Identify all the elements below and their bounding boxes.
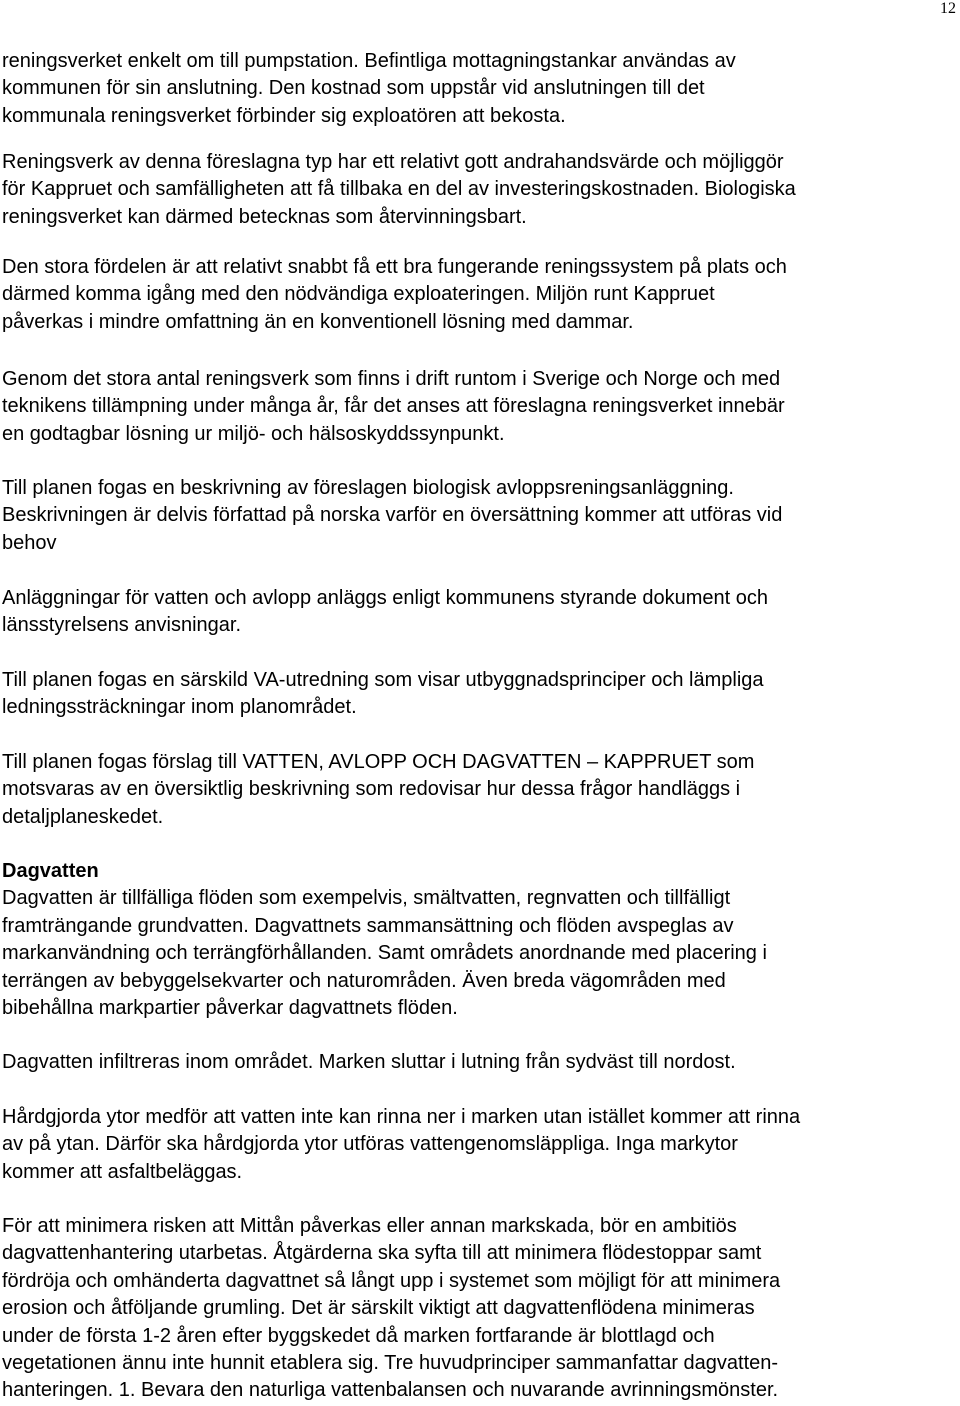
text-line: Till planen fogas en beskrivning av föreslagen biologisk avloppsreningsanläggning. <box>2 477 734 499</box>
text-line: reningsverket enkelt om till pumpstation. Befintliga mottagningstankar användas av <box>2 50 736 72</box>
text-line: kommer att asfaltbeläggas. <box>2 1160 243 1183</box>
section-dagvatten <box>2 858 767 1022</box>
paragraph-andrahandsvarde <box>2 149 796 231</box>
text-line: kommunen för sin anslutning. Den kostnad som uppstår vid anslutningen till det <box>2 77 705 100</box>
text-line: vegetationen ännu inte hunnit etablera sig. Tre huvudprinciper sammanfattar dagvatten- <box>2 1352 779 1375</box>
text-line: kommunala reningsverket förbinder sig exploatören att bekosta. <box>2 104 566 127</box>
page-number: 12 <box>940 0 956 17</box>
text-line: framträngande grundvatten. Dagvattnets sammansättning och flöden avspeglas av <box>2 914 734 937</box>
paragraph-reningsverk-pumpstation <box>2 48 736 130</box>
text-line: reningsverket kan därmed betecknas som återvinningsbart. <box>2 205 527 228</box>
paragraph-sverige-norge <box>2 366 785 448</box>
text-line: Beskrivningen är delvis författad på norska varför en översättning kommer att utföras vid <box>2 504 783 527</box>
text-line: Dagvatten är tillfälliga flöden som exempelvis, smältvatten, regnvatten och tillfälligt <box>2 887 731 910</box>
text-line: teknikens tillämpning under många år, får det anses att föreslagna reningsverket innebär <box>2 395 785 418</box>
text-line: dagvattenhantering utarbetas. Åtgärderna ska syfta till att minimera flödestoppar samt <box>2 1242 762 1265</box>
text-line: en godtagbar lösning ur miljö- och hälsoskyddssynpunkt. <box>2 422 505 445</box>
text-line: markanvändning och terrängförhållanden. Samt områdets anordnande med placering i <box>2 942 767 965</box>
text-line: erosion och åtföljande grumling. Det är särskilt viktigt att dagvattenflödena minimeras <box>2 1297 755 1320</box>
text-line: Hårdgjorda ytor medför att vatten inte kan rinna ner i marken utan istället kommer att rinna <box>2 1106 801 1128</box>
text-line: Till planen fogas förslag till VATTEN, AVLOPP OCH DAGVATTEN – KAPPRUET som <box>2 751 755 773</box>
text-line: påverkas i mindre omfattning än en konventionell lösning med dammar. <box>2 310 634 333</box>
text-line: ledningssträckningar inom planområdet. <box>2 696 357 719</box>
paragraph-fordelen <box>2 254 787 336</box>
text-line: därmed komma igång med den nödvändiga exploateringen. Miljön runt Kappruet <box>2 283 715 306</box>
text-line: Till planen fogas en särskild VA-utredning som visar utbyggnadsprinciper och lämpliga <box>2 669 764 691</box>
text-line: för Kappruet och samfälligheten att få tillbaka en del av investeringskostnaden. Biologiska <box>2 178 796 201</box>
paragraph-vatten-avlopp-dagvatten <box>2 749 754 831</box>
paragraph-infiltreras <box>2 1049 736 1076</box>
text-line: under de första 1-2 åren efter byggskedet då marken fortfarande är blottlagd och <box>2 1324 715 1347</box>
text-line: Dagvatten infiltreras inom området. Marken sluttar i lutning från sydväst till nordost. <box>2 1051 736 1073</box>
text-line: bibehållna markpartier påverkar dagvattnets flöden. <box>2 997 458 1020</box>
paragraph-va-utredning <box>2 667 764 722</box>
text-line: Genom det stora antal reningsverk som finns i drift runtom i Sverige och Norge och med <box>2 368 781 390</box>
text-line: motsvaras av en översiktlig beskrivning som redovisar hur dessa frågor handläggs i <box>2 778 741 801</box>
text-line: detaljplaneskedet. <box>2 805 164 828</box>
text-line: behov <box>2 531 57 554</box>
text-line: För att minimera risken att Mittån påverkas eller annan markskada, bör en ambitiös <box>2 1215 737 1237</box>
text-line: hanteringen. 1. Bevara den naturliga vattenbalansen och nuvarande avrinningsmönster. <box>2 1379 779 1402</box>
text-line: fördröja och omhänderta dagvattnet så långt upp i systemet som möjligt för att minimera <box>2 1269 781 1292</box>
text-line: av på ytan. Därför ska hårdgjorda ytor utföras vattengenomsläppliga. Inga markytor <box>2 1133 738 1156</box>
text-line: terrängen av bebyggelsekvarter och naturområden. Även breda vägområden med <box>2 969 726 992</box>
paragraph-hardgjorda-ytor <box>2 1104 800 1186</box>
paragraph-beskrivning <box>2 475 782 557</box>
section-heading: Dagvatten <box>2 860 99 882</box>
text-line: Den stora fördelen är att relativt snabbt få ett bra fungerande reningssystem på plats och <box>2 256 787 278</box>
paragraph-anlaggningar <box>2 585 768 640</box>
paragraph-mittan <box>2 1213 780 1405</box>
text-line: Anläggningar för vatten och avlopp anläggs enligt kommunens styrande dokument och <box>2 587 769 609</box>
text-line: Reningsverk av denna föreslagna typ har ett relativt gott andrahandsvärde och möjliggör <box>2 151 784 173</box>
text-line: länsstyrelsens anvisningar. <box>2 614 242 637</box>
